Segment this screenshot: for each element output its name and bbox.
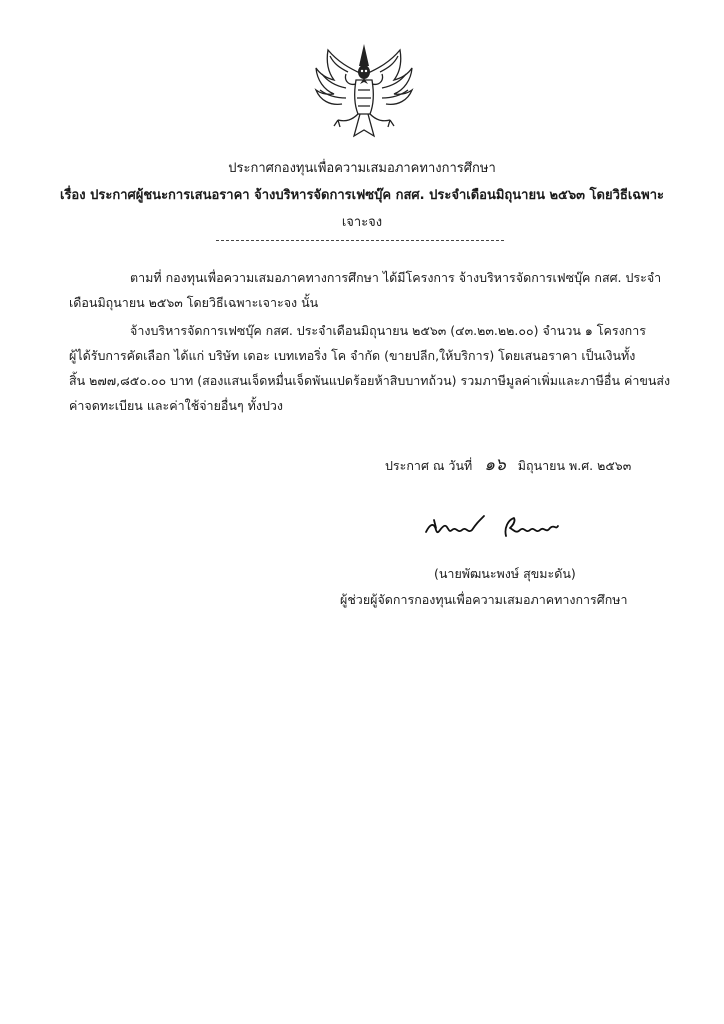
separator-rule — [216, 240, 504, 241]
paragraph-1-line-2: เดือนมิถุนายน ๒๕๖๓ โดยวิธีเฉพาะเจาะจง นั้น — [69, 295, 319, 310]
garuda-emblem-icon — [304, 40, 424, 146]
paragraph-2-line-2: ผู้ได้รับการคัดเลือก ได้แก่ บริษัท เดอะ เบทเทอริ่ง โค จำกัด (ขายปลีก,ให้บริการ) โดยเสนอราคา เป็นเงินทั้ง — [69, 348, 636, 363]
signer-name: (นายพัฒนะพงษ์ สุขมะดัน) — [434, 566, 576, 581]
handwritten-signature — [420, 506, 570, 546]
announcement-day: ๑๖ — [484, 455, 506, 475]
paragraph-1-line-1: ตามที่ กองทุนเพื่อความเสมอภาคทางการศึกษา ได้มีโครงการ จ้างบริหารจัดการเฟซบุ๊ค กสศ. ประจำ — [130, 270, 662, 285]
subject-line-continued: เจาะจง — [341, 215, 383, 230]
announcement-month-year: มิถุนายน พ.ศ. ๒๕๖๓ — [517, 458, 632, 473]
subject-line: เรื่อง ประกาศผู้ชนะการเสนอราคา จ้างบริหารจัดการเฟซบุ๊ค กสศ. ประจำเดือนมิถุนายน ๒๕๖๓ โดยวิธีเฉพาะ — [60, 188, 664, 203]
paragraph-2-line-3: สิ้น ๒๗๗,๘๕๐.๐๐ บาท (สองแสนเจ็ดหมื่นเจ็ดพันแปดร้อยห้าสิบบาทถ้วน) รวมภาษีมูลค่าเพิ่มและภาษีอื่น ค่าขนส่ง — [69, 373, 671, 388]
document-title: ประกาศกองทุนเพื่อความเสมอภาคทางการศึกษา — [228, 161, 496, 176]
paragraph-2-line-4: ค่าจดทะเบียน และค่าใช้จ่ายอื่นๆ ทั้งปวง — [69, 398, 284, 413]
paragraph-2-line-1: จ้างบริหารจัดการเฟซบุ๊ค กสศ. ประจำเดือนมิถุนายน ๒๕๖๓ (๔๓.๒๓.๒๒.๐๐) จำนวน ๑ โครงการ — [130, 323, 646, 338]
announcement-date — [385, 451, 631, 478]
announcement-prefix: ประกาศ ณ วันที่ — [385, 458, 473, 473]
signer-position: ผู้ช่วยผู้จัดการกองทุนเพื่อความเสมอภาคทางการศึกษา — [340, 592, 628, 607]
